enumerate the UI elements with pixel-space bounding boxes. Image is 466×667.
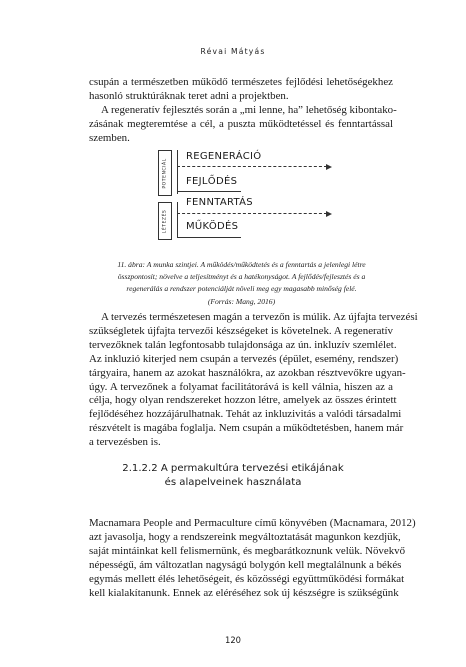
running-head: Révai Mátyás xyxy=(200,47,266,56)
text-line: A tervezés természetesen magán a tervezőn is múlik. Az újfajta tervezési xyxy=(101,311,418,323)
text-line: szemben. xyxy=(89,131,130,144)
potential-axis-line xyxy=(177,150,178,194)
text-line: kell kialakítanunk. Ennek az eléréséhez sok új készségre is szükségünk xyxy=(89,586,399,599)
paragraph-intro xyxy=(89,76,393,104)
heading-line: és alapelveinek használata xyxy=(164,476,302,488)
existence-label: LÉTEZÉS xyxy=(162,209,168,233)
caption-line: regenerálás a rendszer potenciálját növeli meg egy magasabb minőség felé. xyxy=(126,284,357,294)
text-line: azt javasolja, hogy a rendszereink megváltoztatását magunkon kezdjük, xyxy=(89,530,401,543)
text-line: úgy. A tervezőnek a folyamat facilitátorává is kell válnia, hiszen az a xyxy=(89,380,393,393)
paragraph-designer xyxy=(89,311,418,450)
text-line: fejlődéséhez hozzájárulhatnak. Tehát az inkluzivitás a valódi társadalmi xyxy=(89,408,402,421)
text-line: célja, hogy olyan rendszereket hozzon létre, amelyek az összes érintett xyxy=(89,394,397,407)
text-line: Az inkluzió kiterjed nem csupán a tervezés (épület, esemény, rendszer) xyxy=(89,352,399,365)
caption-source: (Forrás: Mang, 2016) xyxy=(207,296,276,306)
heading-line: 2.1.2.2 A permakultúra tervezési etikájának xyxy=(122,463,344,474)
potential-label: POTENCIÁL xyxy=(162,157,168,189)
text-line: egymás mellett élés lehetőségeit, és közösségi együttműködési formákat xyxy=(89,572,405,585)
text-line: saját mintáinkat kell felismernünk, és megbarátkoznunk velük. Növekvő xyxy=(89,544,406,557)
text-line: népességű, ám változatlan nagyságú bolygón kell megtalálnunk a békés xyxy=(89,558,402,571)
text-line: zásának megteremtése a cél, a puszta működtetéssel és fenntartással xyxy=(89,117,393,130)
arrow-right-icon xyxy=(326,164,332,170)
operation-line xyxy=(177,237,241,238)
regeneration-dashed-line xyxy=(177,166,327,167)
figure-caption xyxy=(104,259,379,308)
text-line: szükségletek újfajta tervezői készségeket is követelnek. A regeneratív xyxy=(89,324,393,337)
text-line: tárgyaira, hanem az azokat használókra, az azokban résztvevőkre ugyan- xyxy=(89,366,406,379)
caption-line: összpontosít; növelve a teljesítményt és a hatékonyságot. A fejlődés/fejlesztés és a xyxy=(117,272,366,282)
maintenance-dashed-line xyxy=(177,213,327,214)
text-line: csupán a természetben működő természetes fejlődési lehetőségekhez xyxy=(89,76,393,88)
text-line: tervezőknek talán legfontosabb tulajdonsága az ún. inkluzív szemlélet. xyxy=(89,338,397,351)
text-line: A regeneratív fejlesztés során a „mi lenne, ha” lehetőség kibontako- xyxy=(101,104,397,116)
existence-axis-line xyxy=(177,202,178,238)
level-regeneration: REGENERÁCIÓ xyxy=(186,151,262,162)
text-line: Macnamara People and Permaculture című könyvében (Macnamara, 2012) xyxy=(89,517,416,529)
text-line: részvételt is magába foglalja. Nem csupán a működtetésben, hanem már xyxy=(89,422,404,435)
development-line xyxy=(177,191,241,192)
level-maintenance: FENNTARTÁS xyxy=(186,197,253,208)
level-operation: MŰKÖDÉS xyxy=(186,221,239,232)
paragraph-regenerative xyxy=(89,104,397,146)
page-number: 120 xyxy=(225,635,241,645)
arrow-right-icon xyxy=(326,211,332,217)
work-levels-diagram xyxy=(158,146,338,246)
potential-box xyxy=(158,150,172,196)
text-line: hasonló struktúráknak teret adni a projektben. xyxy=(89,89,289,102)
caption-line: 11. ábra: A munka szintjei. A működés/működtetés és a fenntartás a jelenlegi létre xyxy=(117,260,366,269)
text-line: a tervezésben is. xyxy=(89,436,161,449)
paragraph-macnamara xyxy=(89,517,416,600)
section-heading xyxy=(0,462,466,490)
level-development: FEJLŐDÉS xyxy=(186,176,238,187)
existence-box xyxy=(158,202,172,240)
